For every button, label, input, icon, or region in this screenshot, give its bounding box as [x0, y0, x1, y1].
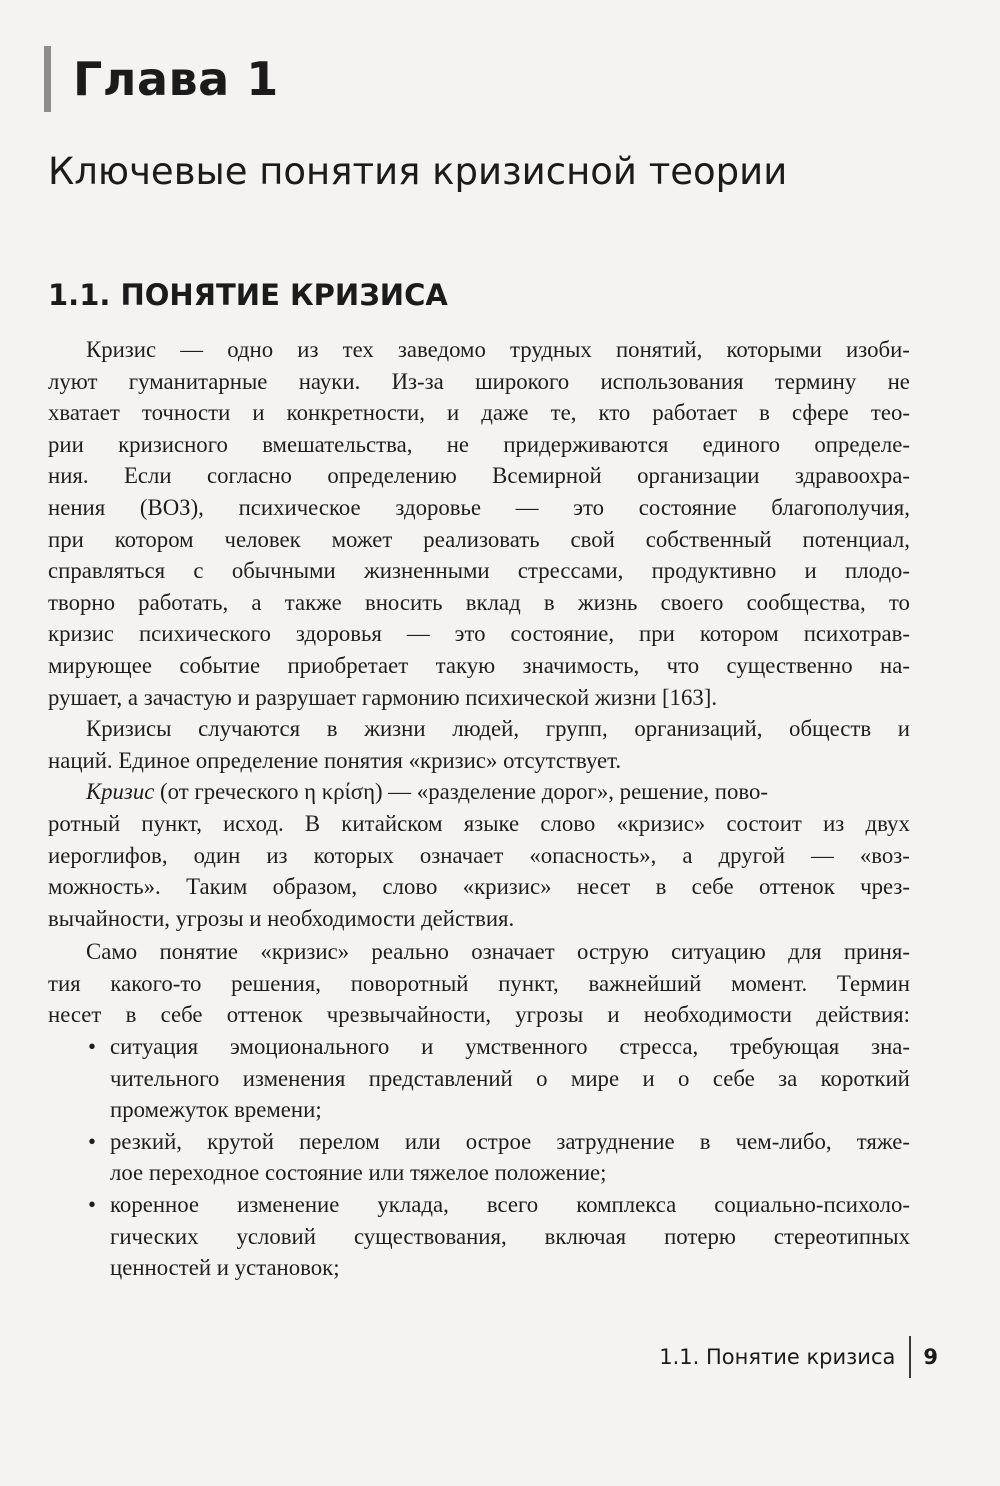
text-line: несет в себе оттенок чрезвычайности, угрозы и необходимости действия:: [48, 1002, 910, 1028]
text-line: кризис психического здоровья — это состояние, при котором психотрав-: [48, 621, 910, 647]
bullet-text: ситуация эмоционального и умственного стресса, требующая зна-: [110, 1034, 910, 1060]
text-line: рушает, а зачастую и разрушает гармонию психической жизни [163].: [48, 684, 718, 710]
text-line: нения (ВОЗ), психическое здоровье — это состояние благополучия,: [48, 494, 910, 520]
text-line: Кризис — одно из тех заведомо трудных понятий, которыми изоби-: [86, 337, 910, 362]
footer-divider: [909, 1336, 911, 1378]
text-line: лое переходное состояние или тяжелое положение;: [110, 1160, 607, 1186]
text-line: гических условий существования, включая потерю стереотипных: [110, 1223, 910, 1249]
bullet-icon: •: [88, 1128, 96, 1154]
bullet-item: [48, 1031, 910, 1063]
text-line: творно работать, а также вносить вклад в жизнь своего сообщества, то: [48, 589, 910, 615]
bullet-icon: •: [88, 1192, 96, 1218]
bullet-text: коренное изменение уклада, всего комплекса социально-психоло-: [110, 1192, 910, 1218]
text-line: рии кризисного вмешательства, не придерживаются единого определе-: [48, 431, 910, 457]
page-number: 9: [923, 1345, 938, 1369]
bullet-text: резкий, крутой перелом или острое затруднение в чем-либо, тяже-: [110, 1128, 910, 1154]
text-line: вычайности, угрозы и необходимости действия.: [48, 905, 515, 931]
text-line: наций. Единое определение понятия «кризис» отсутствует.: [48, 747, 622, 773]
bullet-item: [48, 1126, 910, 1158]
bullet-icon: •: [88, 1034, 96, 1060]
text-line: хватает точности и конкретности, и даже те, кто работает в сфере тео-: [48, 400, 910, 426]
text-line: луют гуманитарные науки. Из-за широкого использования термину не: [48, 368, 910, 394]
section-title: 1.1. ПОНЯТИЕ КРИЗИСА: [48, 278, 448, 312]
text-line: чительного изменения представлений о мире и о себе за короткий: [110, 1065, 910, 1091]
text-line: Само понятие «кризис» реально означает острую ситуацию для приня-: [86, 939, 910, 965]
text-line: тия какого-то решения, поворотный пункт, важнейший момент. Термин: [48, 970, 910, 996]
text-line: [48, 776, 910, 808]
page-footer: [659, 1336, 938, 1378]
chapter-marker-bar: [44, 46, 51, 112]
text-line: Кризисы случаются в жизни людей, групп, организаций, обществ и: [86, 716, 910, 742]
text-line: иероглифов, один из которых означает «опасность», а другой — «воз-: [48, 842, 910, 868]
text-fragment: (от греческого η κρίση) — «разделение дорог», решение, пово-: [154, 779, 768, 805]
chapter-label: Глава 1: [73, 52, 279, 106]
text-line: при котором человек может реализовать свой собственный потенциал,: [48, 526, 910, 552]
text-line: ния. Если согласно определению Всемирной организации здравоохра-: [48, 463, 910, 489]
running-footer-title: 1.1. Понятие кризиса: [659, 1345, 896, 1369]
text-line: мирующее событие приобретает такую значимость, что существенно на-: [48, 652, 910, 678]
chapter-heading: [44, 46, 279, 112]
body-text: [48, 334, 910, 1284]
text-line: ценностей и установок;: [110, 1255, 340, 1281]
text-line: справляться с обычными жизненными стрессами, продуктивно и плодо-: [48, 558, 910, 584]
bullet-item: [48, 1189, 910, 1221]
term-italic: Кризис: [86, 779, 155, 805]
text-line: ротный пункт, исход. В китайском языке слово «кризис» состоит из двух: [48, 810, 910, 836]
chapter-title: Ключевые понятия кризисной теории: [48, 150, 788, 193]
text-line: промежуток времени;: [110, 1097, 322, 1123]
text-line: можность». Таким образом, слово «кризис» несет в себе оттенок чрез-: [48, 874, 910, 900]
